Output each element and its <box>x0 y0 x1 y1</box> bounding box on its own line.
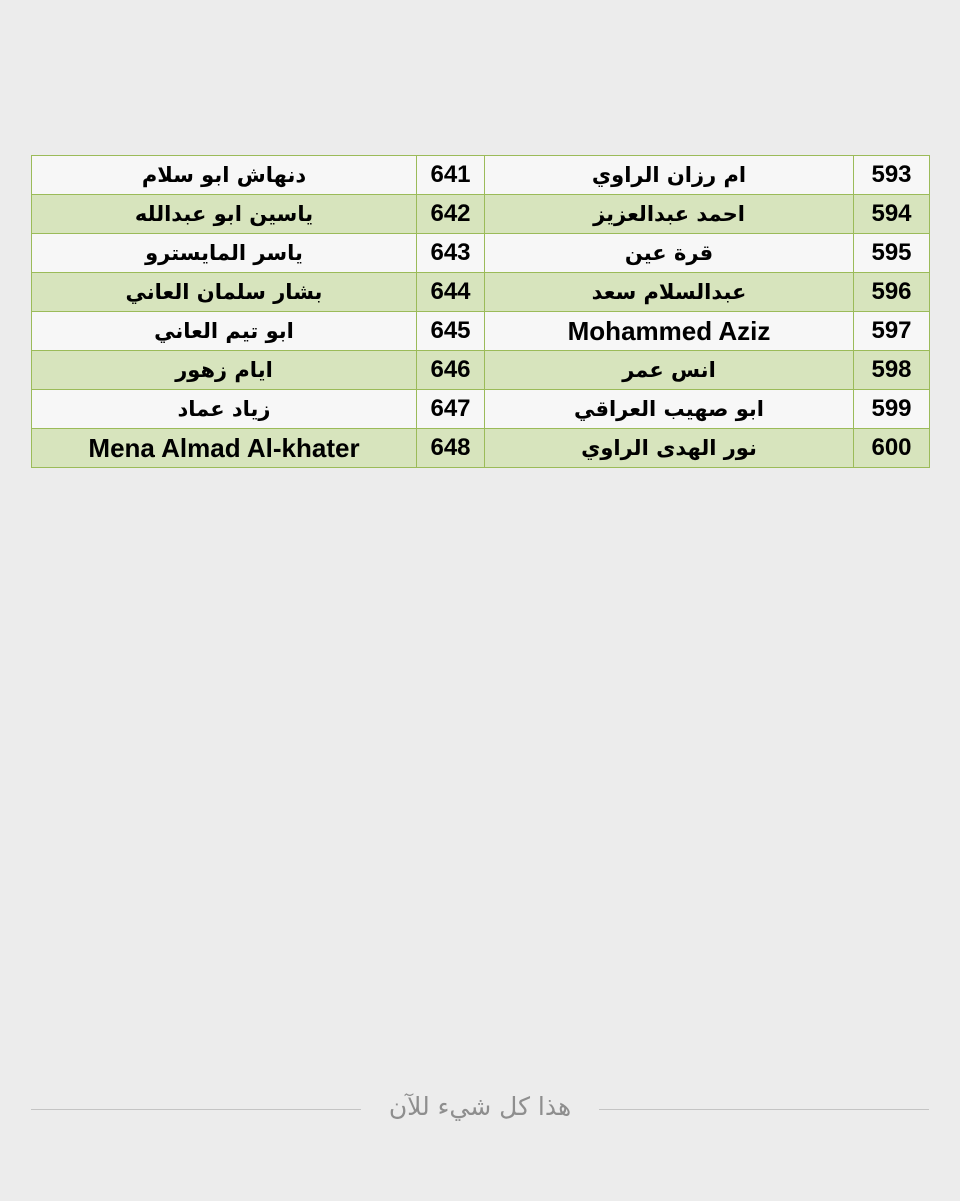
table-row <box>32 312 930 351</box>
row-name: انس عمر <box>485 351 854 390</box>
row-name: نور الهدى الراوي <box>485 429 854 468</box>
footer-divider-left <box>31 1109 361 1110</box>
row-name: ياسر المايسترو <box>32 234 417 273</box>
row-number: 642 <box>417 195 485 234</box>
table-row <box>32 195 930 234</box>
row-name: ياسين ابو عبدالله <box>32 195 417 234</box>
row-name: Mena Almad Al-khater <box>32 429 417 468</box>
row-number: 599 <box>854 390 930 429</box>
row-name: زياد عماد <box>32 390 417 429</box>
footer <box>31 1088 929 1132</box>
row-number: 594 <box>854 195 930 234</box>
row-number: 595 <box>854 234 930 273</box>
row-name: ابو صهيب العراقي <box>485 390 854 429</box>
row-name: دنهاش ابو سلام <box>32 156 417 195</box>
row-number: 643 <box>417 234 485 273</box>
row-name: احمد عبدالعزيز <box>485 195 854 234</box>
row-name: قرة عين <box>485 234 854 273</box>
table-row <box>32 390 930 429</box>
row-number: 646 <box>417 351 485 390</box>
names-table <box>31 155 930 468</box>
table-row <box>32 156 930 195</box>
row-name: Mohammed Aziz <box>485 312 854 351</box>
table-row <box>32 234 930 273</box>
row-name: ابو تيم العاني <box>32 312 417 351</box>
row-number: 648 <box>417 429 485 468</box>
row-number: 597 <box>854 312 930 351</box>
row-number: 644 <box>417 273 485 312</box>
names-table-container <box>31 155 929 468</box>
table-row <box>32 429 930 468</box>
footer-text: هذا كل شيء للآن <box>388 1092 572 1121</box>
row-number: 647 <box>417 390 485 429</box>
footer-divider-right <box>599 1109 929 1110</box>
row-number: 645 <box>417 312 485 351</box>
row-name: بشار سلمان العاني <box>32 273 417 312</box>
row-name: ام رزان الراوي <box>485 156 854 195</box>
row-name: عبدالسلام سعد <box>485 273 854 312</box>
row-number: 600 <box>854 429 930 468</box>
row-number: 596 <box>854 273 930 312</box>
row-number: 641 <box>417 156 485 195</box>
row-number: 598 <box>854 351 930 390</box>
table-row <box>32 351 930 390</box>
row-number: 593 <box>854 156 930 195</box>
table-row <box>32 273 930 312</box>
row-name: ايام زهور <box>32 351 417 390</box>
